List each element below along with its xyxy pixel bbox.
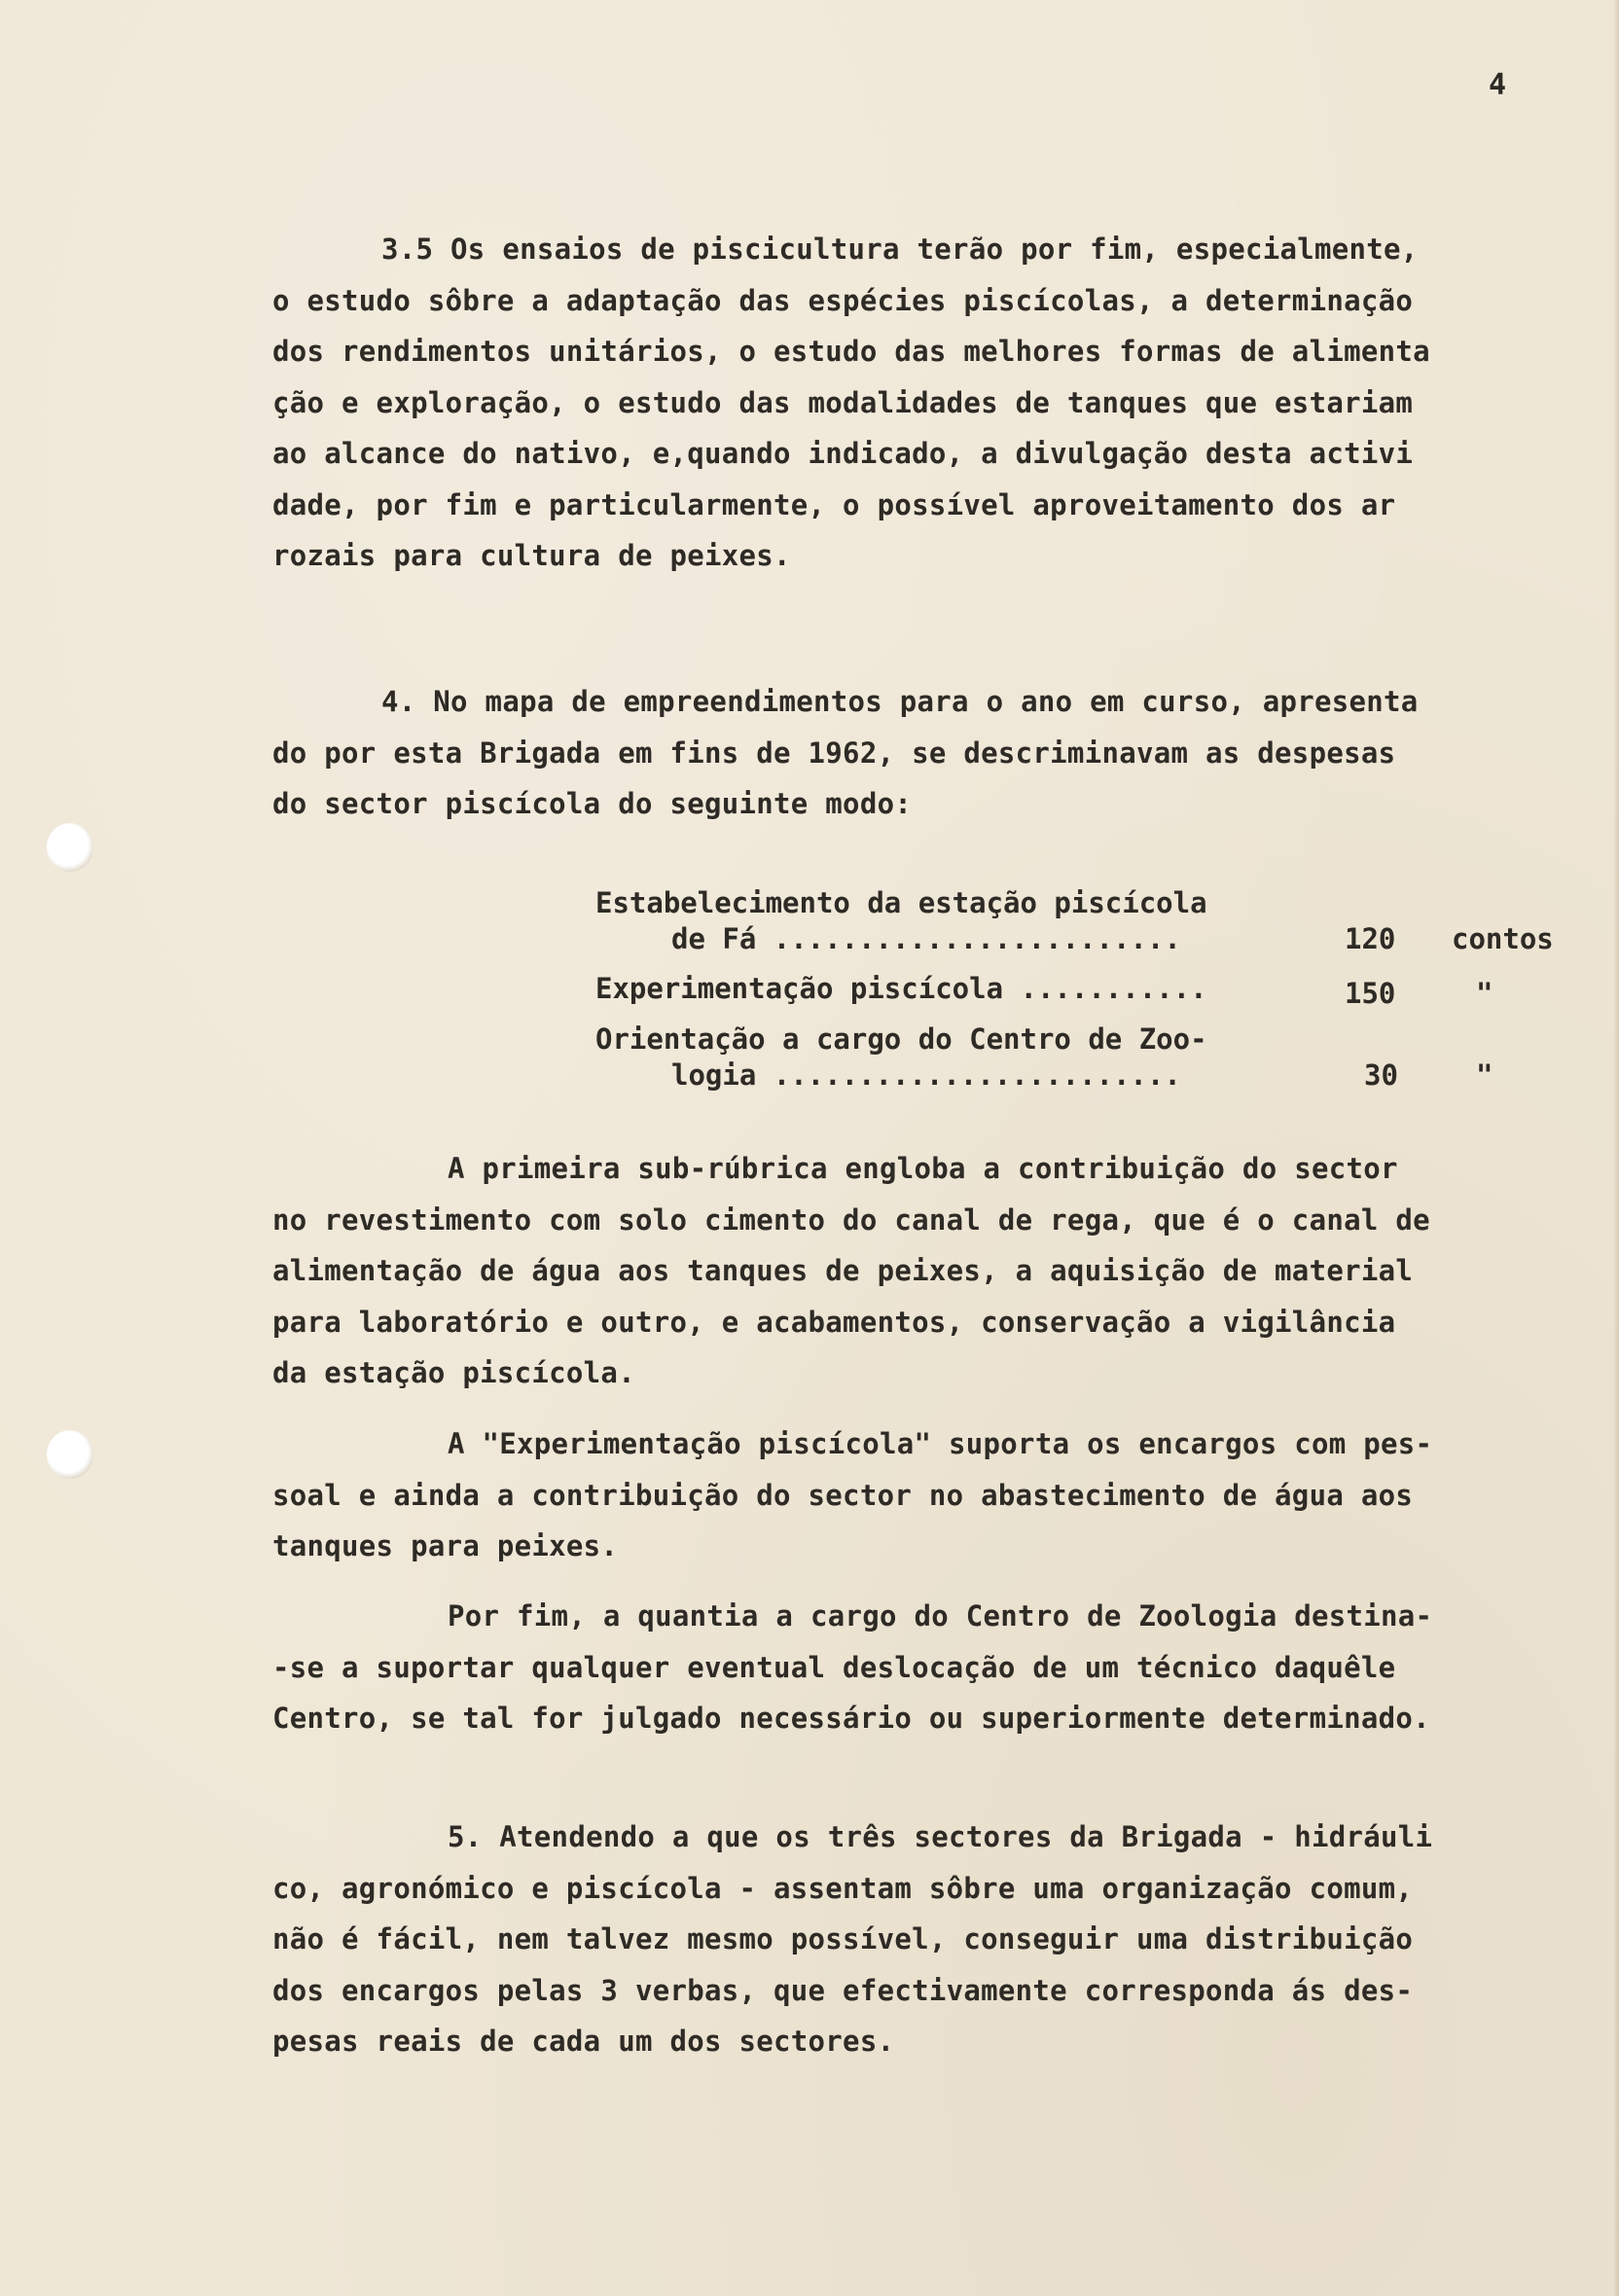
budget-unit: " xyxy=(1476,977,1493,1010)
paragraph-primeira-sub-rubrica xyxy=(272,1143,1553,1399)
text-line: tanques para peixes. xyxy=(272,1529,619,1562)
paragraph-4 xyxy=(272,676,1553,830)
text-line: rozais para cultura de peixes. xyxy=(272,539,791,572)
text-line: dos rendimentos unitários, o estudo das melhores formas de alimenta xyxy=(272,335,1430,368)
budget-item-label: Orientação a cargo do Centro de Zoo- xyxy=(595,1022,1207,1056)
text-line: A "Experimentação piscícola" suporta os encargos com pes- xyxy=(448,1427,1433,1460)
text-line: no revestimento com solo cimento do canal de rega, que é o canal de xyxy=(272,1202,1430,1237)
text-line: 3.5 Os ensaios de piscicultura terão por fim, especialmente, xyxy=(381,233,1419,266)
paragraph-3-5 xyxy=(272,224,1553,582)
budget-unit: contos xyxy=(1452,922,1554,955)
text-line: para laboratório e outro, e acabamentos, conservação a vigilância xyxy=(272,1305,1396,1339)
text-line: ao alcance do nativo, e,quando indicado, a divulgação desta activi xyxy=(272,437,1414,470)
text-line: soal e ainda a contribuição do sector no abastecimento de água aos xyxy=(272,1478,1414,1512)
budget-unit: " xyxy=(1476,1058,1493,1092)
budget-amount: 120 xyxy=(1345,922,1396,955)
budget-item-label-cont: de Fá ........................ xyxy=(671,922,1181,955)
budget-table xyxy=(595,885,1554,1094)
text-line: da estação piscícola. xyxy=(272,1356,635,1389)
text-line: do sector piscícola do seguinte modo: xyxy=(272,787,913,820)
paragraph-5 xyxy=(272,1812,1553,2067)
punch-hole-lower xyxy=(47,1430,93,1479)
text-line: o estudo sôbre a adaptação das espécies piscícolas, a determinação xyxy=(272,283,1414,317)
page-number: 4 xyxy=(1489,68,1507,102)
budget-item-label: Experimentação piscícola ........... xyxy=(595,972,1207,1005)
punch-hole-upper xyxy=(47,823,93,872)
text-line: não é fácil, nem talvez mesmo possível, conseguir uma distribuição xyxy=(272,1922,1414,1955)
budget-row xyxy=(595,1022,1549,1094)
text-line: -se a suportar qualquer eventual deslocação de um técnico daquêle xyxy=(272,1650,1396,1684)
text-line: 4. No mapa de empreendimentos para o ano em curso, apresenta xyxy=(381,685,1419,718)
text-line: dade, por fim e particularmente, o possível aproveitamento dos ar xyxy=(272,487,1396,521)
text-line: pesas reais de cada um dos sectores. xyxy=(272,2025,895,2058)
paragraph-experimentacao xyxy=(272,1418,1553,1572)
budget-row xyxy=(595,957,1549,1012)
text-line: Por fim, a quantia a cargo do Centro de Zoologia destina- xyxy=(448,1599,1433,1632)
page-edge-shadow xyxy=(1613,0,1619,2296)
budget-amount: 30 xyxy=(1364,1058,1398,1092)
text-line: Centro, se tal for julgado necessário ou superiormente determinado. xyxy=(272,1702,1430,1735)
budget-row xyxy=(595,885,1554,957)
budget-item-label: Estabelecimento da estação piscícola xyxy=(595,886,1207,919)
text-line: do por esta Brigada em fins de 1962, se descriminavam as despesas xyxy=(272,735,1396,770)
budget-item-label-cont: logia ........................ xyxy=(671,1058,1181,1092)
text-line: ção e exploração, o estudo das modalidades de tanques que estariam xyxy=(272,385,1414,419)
text-line: dos encargos pelas 3 verbas, que efectivamente corresponda ás des- xyxy=(272,1973,1414,2007)
text-line: 5. Atendendo a que os três sectores da Brigada - hidráuli xyxy=(448,1820,1433,1853)
text-line: alimentação de água aos tanques de peixes, a aquisição de material xyxy=(272,1254,1414,1287)
text-line: co, agronómico e piscícola - assentam sôbre uma organização comum, xyxy=(272,1871,1414,1905)
text-line: A primeira sub-rúbrica engloba a contribuição do sector xyxy=(448,1152,1398,1185)
budget-amount: 150 xyxy=(1345,977,1396,1010)
paragraph-por-fim xyxy=(272,1591,1553,1744)
